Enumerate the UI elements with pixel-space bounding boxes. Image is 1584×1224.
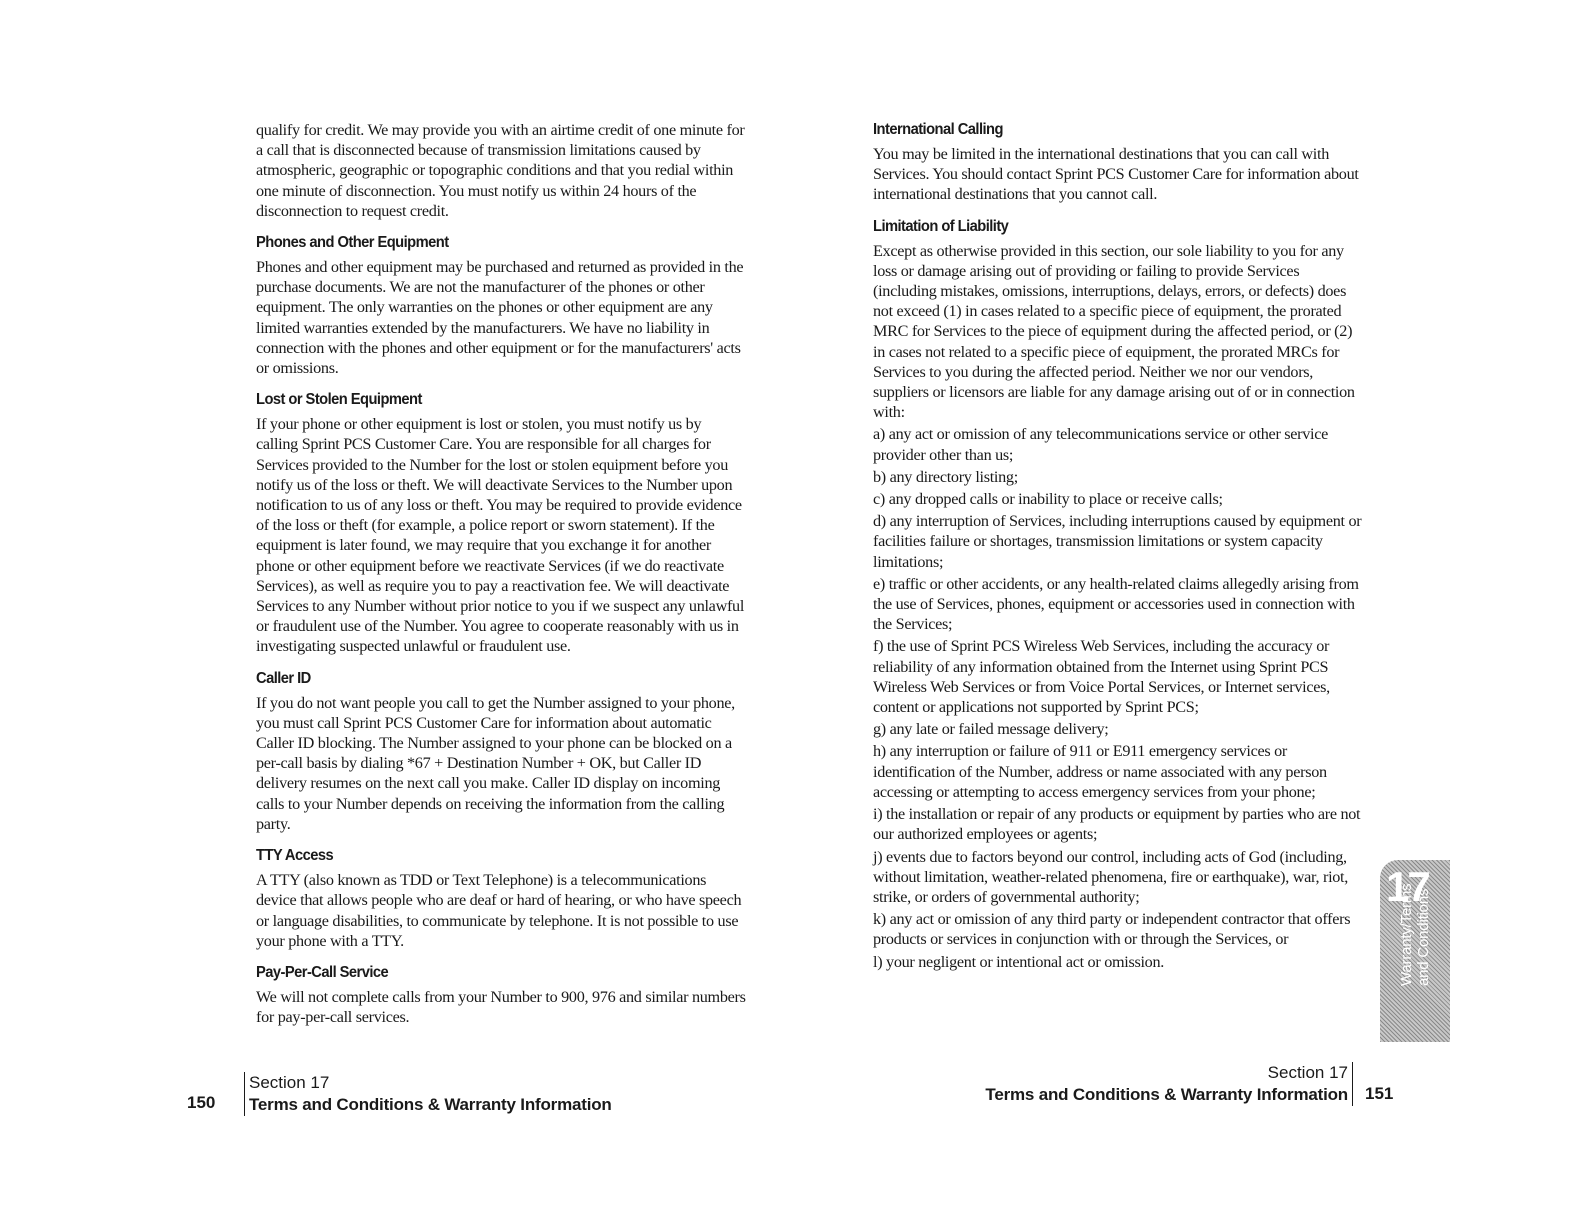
list-item: l) your negligent or intentional act or omission. [873,952,1165,971]
list-item: g) any late or failed message delivery; [873,720,1109,739]
right-page-body [873,120,1363,972]
left-page-body [256,120,746,1027]
phones-heading: Phones and Other Equipment [256,234,449,252]
list-item: b) any directory listing; [873,467,1018,486]
intro-paragraph: qualify for credit. We may provide you with an airtime credit of one minute for a call that is disconnected because of transmission limitations caused by atmospheric, geographic or topographic conditions and that you redial within one minute of disconnection. You must notify us within 24 hours of the disconnection to request credit. [256,121,745,220]
list-item: i) the installation or repair of any products or equipment by parties who are not our authorized employees or agents; [873,805,1361,844]
left-footer-section: Section 17 [249,1073,330,1092]
left-footer-title: Terms and Conditions & Warranty Information [249,1095,612,1114]
caller-id-paragraph: If you do not want people you call to get the Number assigned to your phone, you must call Sprint PCS Customer Care for information about automatic Caller ID blocking. The Number assigned to your phone can be blocked on a per-call basis by dialing *67 + Destination Number + OK, but Caller ID delivery resumes on the next call you make. Caller ID display on incoming calls to your Number depends on receiving the information from the calling party. [256,693,735,833]
lost-heading: Lost or Stolen Equipment [256,391,422,409]
right-footer [985,1062,1353,1106]
lost-paragraph: If your phone or other equipment is lost or stolen, you must notify us by calling Sprint PCS Customer Care. You are responsible for all charges for Services provided to the Number for the lost or stolen equipment before you notify us of the loss or theft. We will deactivate Services to the Number upon notification to us of any loss or theft. You may be required to provide evidence of the loss or theft (for example, a police report or sworn statement). If the equipment is later found, we may require that you exchange it for another phone or other equipment before we reactivate Services (if we do reactivate Services), as well as require you to pay a reactivation fee. We will deactivate Services to any Number without prior notice to you if we suspect any unlawful or fraudulent use of the Number. You agree to cooperate reasonably with us in investigating suspected unlawful or fraudulent use. [256,415,745,656]
left-page-number: 150 [187,1093,216,1112]
pay-per-call-heading: Pay-Per-Call Service [256,963,389,981]
liability-heading: Limitation of Liability [873,217,1009,235]
list-item: k) any act or omission of any third party or independent contractor that offers products or services in conjunction with or through the Services, or [873,910,1351,949]
caller-id-heading: Caller ID [256,669,311,687]
tty-paragraph: A TTY (also known as TDD or Text Telephone) is a telecommunications device that allows people who are deaf or hard of hearing, or who have speech or language disabilities, to communicate by telephone. It is not possible to use your phone with a TTY. [256,871,742,950]
list-item: e) traffic or other accidents, or any health-related claims allegedly arising from the use of Services, phones, equipment or accessories used in connection with the Services; [873,574,1359,634]
international-paragraph: You may be limited in the international destinations that you can call with Services. You should contact Sprint PCS Customer Care for information about international destinations that you cannot call. [873,145,1359,204]
right-page-number: 151 [1365,1084,1394,1103]
section-tab [1380,860,1450,1042]
list-item: c) any dropped calls or inability to place or receive calls; [873,490,1223,509]
right-footer-section: Section 17 [1267,1063,1348,1082]
list-item: j) events due to factors beyond our control, including acts of God (including, without limitation, weather-related phenomena, fire or earthquake), war, riot, strike, or orders of governmental authority; [873,847,1348,906]
left-footer [244,1072,612,1116]
section-tab-line2: and Conditions [1415,888,1432,986]
international-heading: International Calling [873,121,1003,138]
section-tab-number: 17 [1386,863,1429,910]
tty-heading: TTY Access [256,847,334,865]
list-item: d) any interruption of Services, including interruptions caused by equipment or facilities failure or shortages, transmission limitations or system capacity limitations; [873,512,1362,571]
list-item: h) any interruption or failure of 911 or E911 emergency services or identification of the Number, address or name associated with any person accessing or attempting to access emergency services from your phone; [873,742,1327,801]
pay-per-call-paragraph: We will not complete calls from your Number to 900, 976 and similar numbers for pay-per-call services. [256,987,746,1027]
phones-paragraph: Phones and other equipment may be purchased and returned as provided in the purchase documents. We are not the manufacturer of the phones or other equipment. The only warranties on the phones or other equipment are any limited warranties extended by the manufacturers. We have no liability in connection with the phones and other equipment or for the manufacturers' acts or omissions. [256,258,744,378]
right-footer-title: Terms and Conditions & Warranty Information [985,1085,1348,1104]
liability-paragraph: Except as otherwise provided in this section, our sole liability to you for any loss or damage arising out of providing or failing to provide Services (including mistakes, omissions, interruptions, delays, errors, or defects) does not exceed (1) in cases related to a specific piece of equipment, the prorated MRC for Services to the piece of equipment during the affected period, or (2) in cases not related to a specific piece of equipment, the prorated MRCs for Services to you during the affected period. Neither we nor our vendors, suppliers or licensors are liable for any damage arising out of or in connection with: [873,241,1355,422]
list-item: a) any act or omission of any telecommunications service or other service provider other than us; [873,425,1329,464]
section-tab-line1: Warranty/Terms [1398,883,1415,986]
list-item: f) the use of Sprint PCS Wireless Web Services, including the accuracy or reliability of any information obtained from the Internet using Sprint PCS Wireless Web Services or from Voice Portal Services, or Internet services, content or applications not supported by Sprint PCS; [873,637,1330,717]
